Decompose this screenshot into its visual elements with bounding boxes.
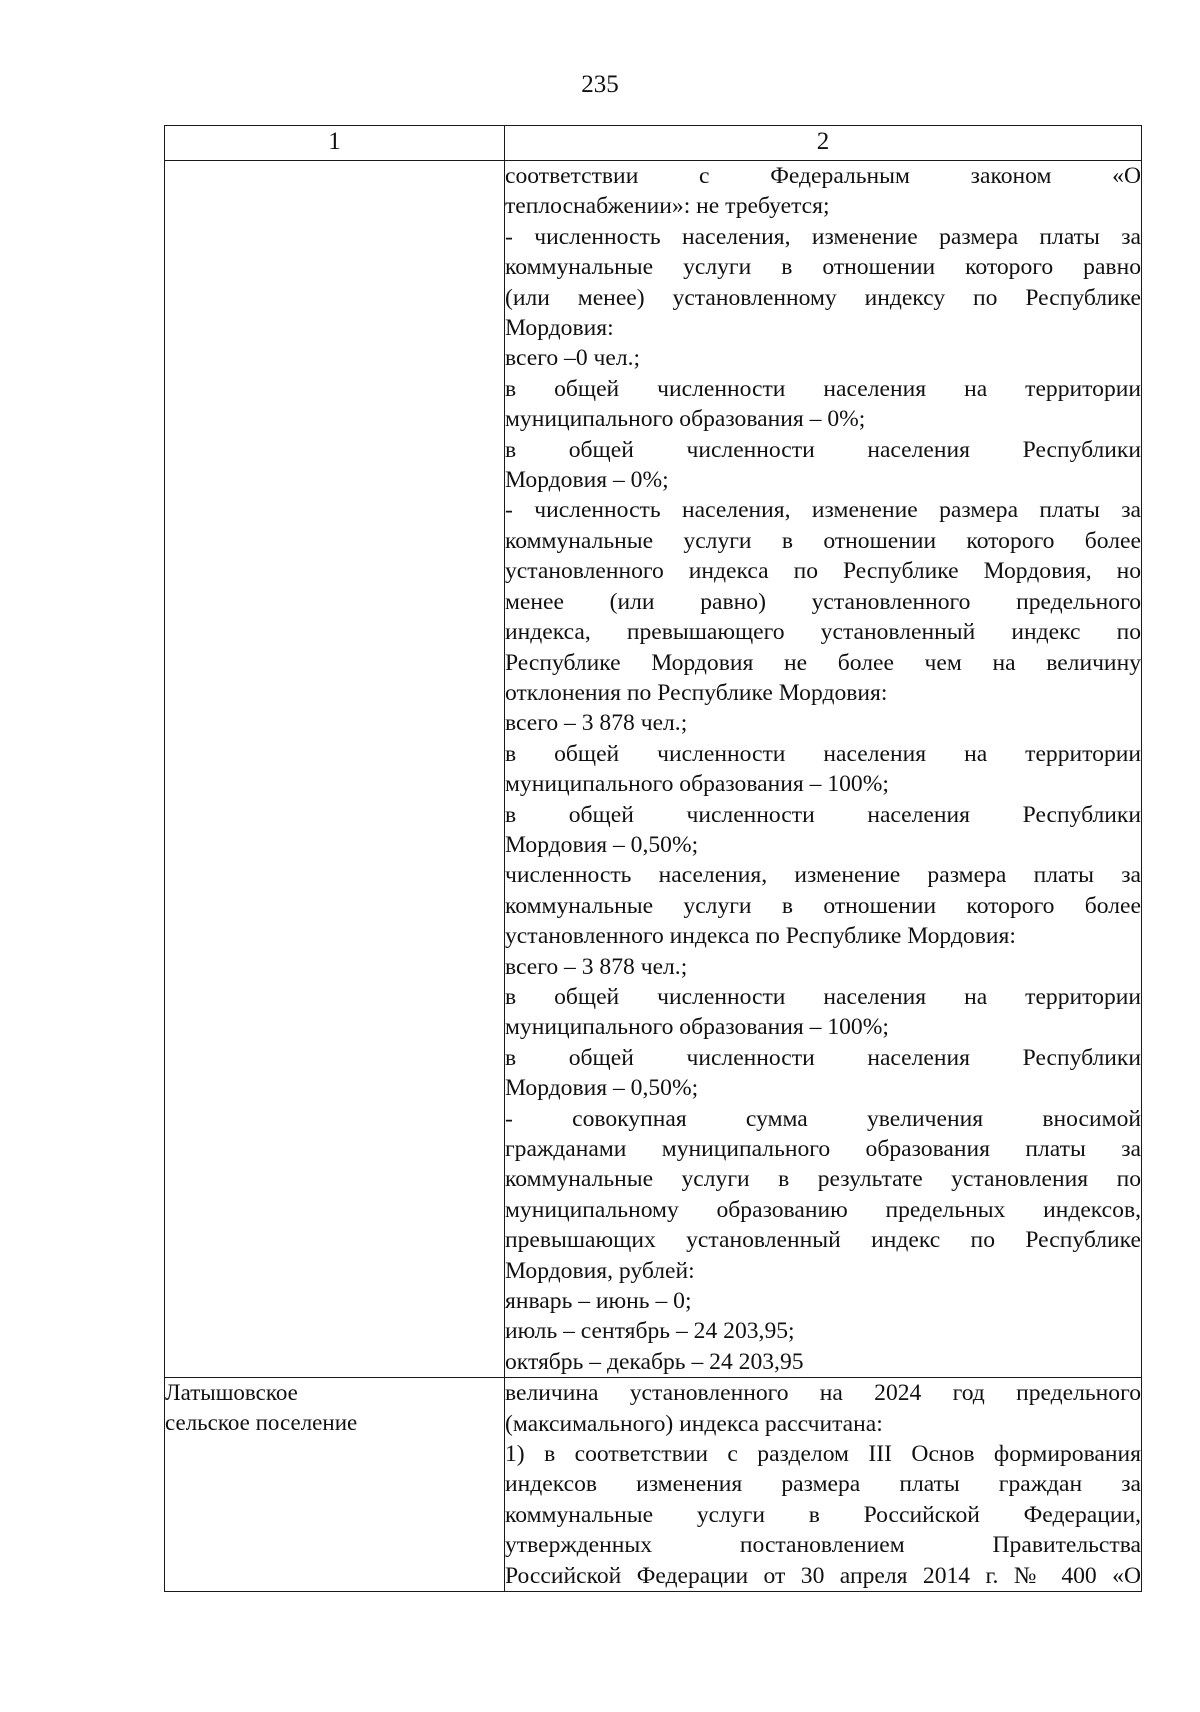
text-line: установленного индекса по Республике Мордовия, но — [505, 558, 1141, 585]
text-line: Мордовия – 0,50%; — [505, 831, 699, 858]
table-row — [165, 1378, 1142, 1592]
text-line: утвержденных постановлением Правительства — [505, 1532, 1141, 1559]
text-line: коммунальные услуги в отношении которого более — [505, 527, 1141, 554]
text-line: коммунальные услуги в отношении которого равно — [505, 254, 1141, 281]
text-line: октябрь – декабрь – 24 203,95 — [505, 1348, 804, 1375]
text-line: коммунальные услуги в отношении которого более — [505, 892, 1141, 919]
text-line: численность населения, изменение размера платы за — [505, 862, 1141, 889]
text-line: теплоснабжении»: не требуется; — [505, 193, 830, 220]
text-line: муниципального образования – 0%; — [505, 406, 866, 433]
text-line: (максимального) индекса рассчитана: — [505, 1410, 883, 1437]
text-line: - численность населения, изменение размера платы за — [505, 497, 1141, 524]
text-line: в общей численности населения Республики — [505, 1044, 1141, 1071]
text-line: Мордовия – 0,50%; — [505, 1075, 699, 1102]
text-line: июль – сентябрь – 24 203,95; — [505, 1318, 795, 1345]
column-header-1: 1 — [165, 126, 505, 161]
text-line: в общей численности населения на территории — [505, 740, 1141, 767]
municipality-cell — [165, 1378, 505, 1592]
text-line: Мордовия, рублей: — [505, 1257, 695, 1284]
text-line: менее (или равно) установленного предельного — [505, 588, 1141, 615]
text-line: в общей численности населения на территории — [505, 983, 1141, 1010]
text-line: Российской Федерации от 30 апреля 2014 г. № 400 «О — [505, 1562, 1141, 1589]
description-cell — [505, 1378, 1142, 1592]
text-line: Мордовия – 0%; — [505, 467, 669, 494]
text-line: соответствии с Федеральным законом «О — [505, 163, 1141, 189]
text-line: муниципального образования – 100%; — [505, 1014, 889, 1041]
text-line: индекса, превышающего установленный индекс по — [505, 619, 1141, 646]
text-line: муниципального образования – 100%; — [505, 771, 889, 798]
table-row — [165, 161, 1142, 1378]
text-line: гражданами муниципального образования платы за — [505, 1136, 1141, 1162]
text-line: в общей численности населения Республики — [505, 801, 1141, 828]
municipality-name-line: сельское поселение — [165, 1410, 358, 1436]
page-number: 235 — [581, 71, 619, 98]
text-line: муниципальному образованию предельных индексов, — [505, 1196, 1141, 1223]
text-line: величина установленного на 2024 год предельного — [505, 1380, 1141, 1407]
text-line: Республике Мордовия не более чем на величину — [505, 649, 1141, 676]
text-line: (или менее) установленному индексу по Республике — [505, 284, 1141, 311]
text-line: установленного индекса по Республике Мордовия: — [505, 923, 1016, 950]
column-header-2: 2 — [505, 126, 1142, 161]
table-header-row — [165, 126, 1142, 161]
text-line: в общей численности населения на территории — [505, 375, 1141, 402]
text-line: всего – 3 878 чел.; — [505, 953, 688, 980]
text-line: Мордовия: — [505, 315, 614, 342]
municipality-cell — [165, 161, 505, 1378]
text-line: всего – 3 878 чел.; — [505, 710, 688, 737]
description-cell — [505, 161, 1142, 1378]
text-line: коммунальные услуги в результате установления по — [505, 1166, 1141, 1193]
text-line: 1) в соответствии с разделом III Основ формирования — [505, 1441, 1141, 1468]
text-line: всего –0 чел.; — [505, 345, 641, 372]
data-table — [164, 125, 1142, 1592]
text-line: - численность населения, изменение размера платы за — [505, 223, 1141, 250]
text-line: индексов изменения размера платы граждан за — [505, 1471, 1141, 1498]
text-line: превышающих установленный индекс по Республике — [505, 1227, 1141, 1254]
text-line: коммунальные услуги в Российской Федерации, — [505, 1501, 1141, 1528]
text-line: - совокупная сумма увеличения вносимой — [505, 1105, 1141, 1132]
municipality-name-line: Латышовское — [165, 1380, 298, 1406]
text-line: отклонения по Республике Мордовия: — [505, 679, 888, 706]
text-line: в общей численности населения Республики — [505, 436, 1141, 463]
text-line: январь – июнь – 0; — [505, 1288, 692, 1315]
